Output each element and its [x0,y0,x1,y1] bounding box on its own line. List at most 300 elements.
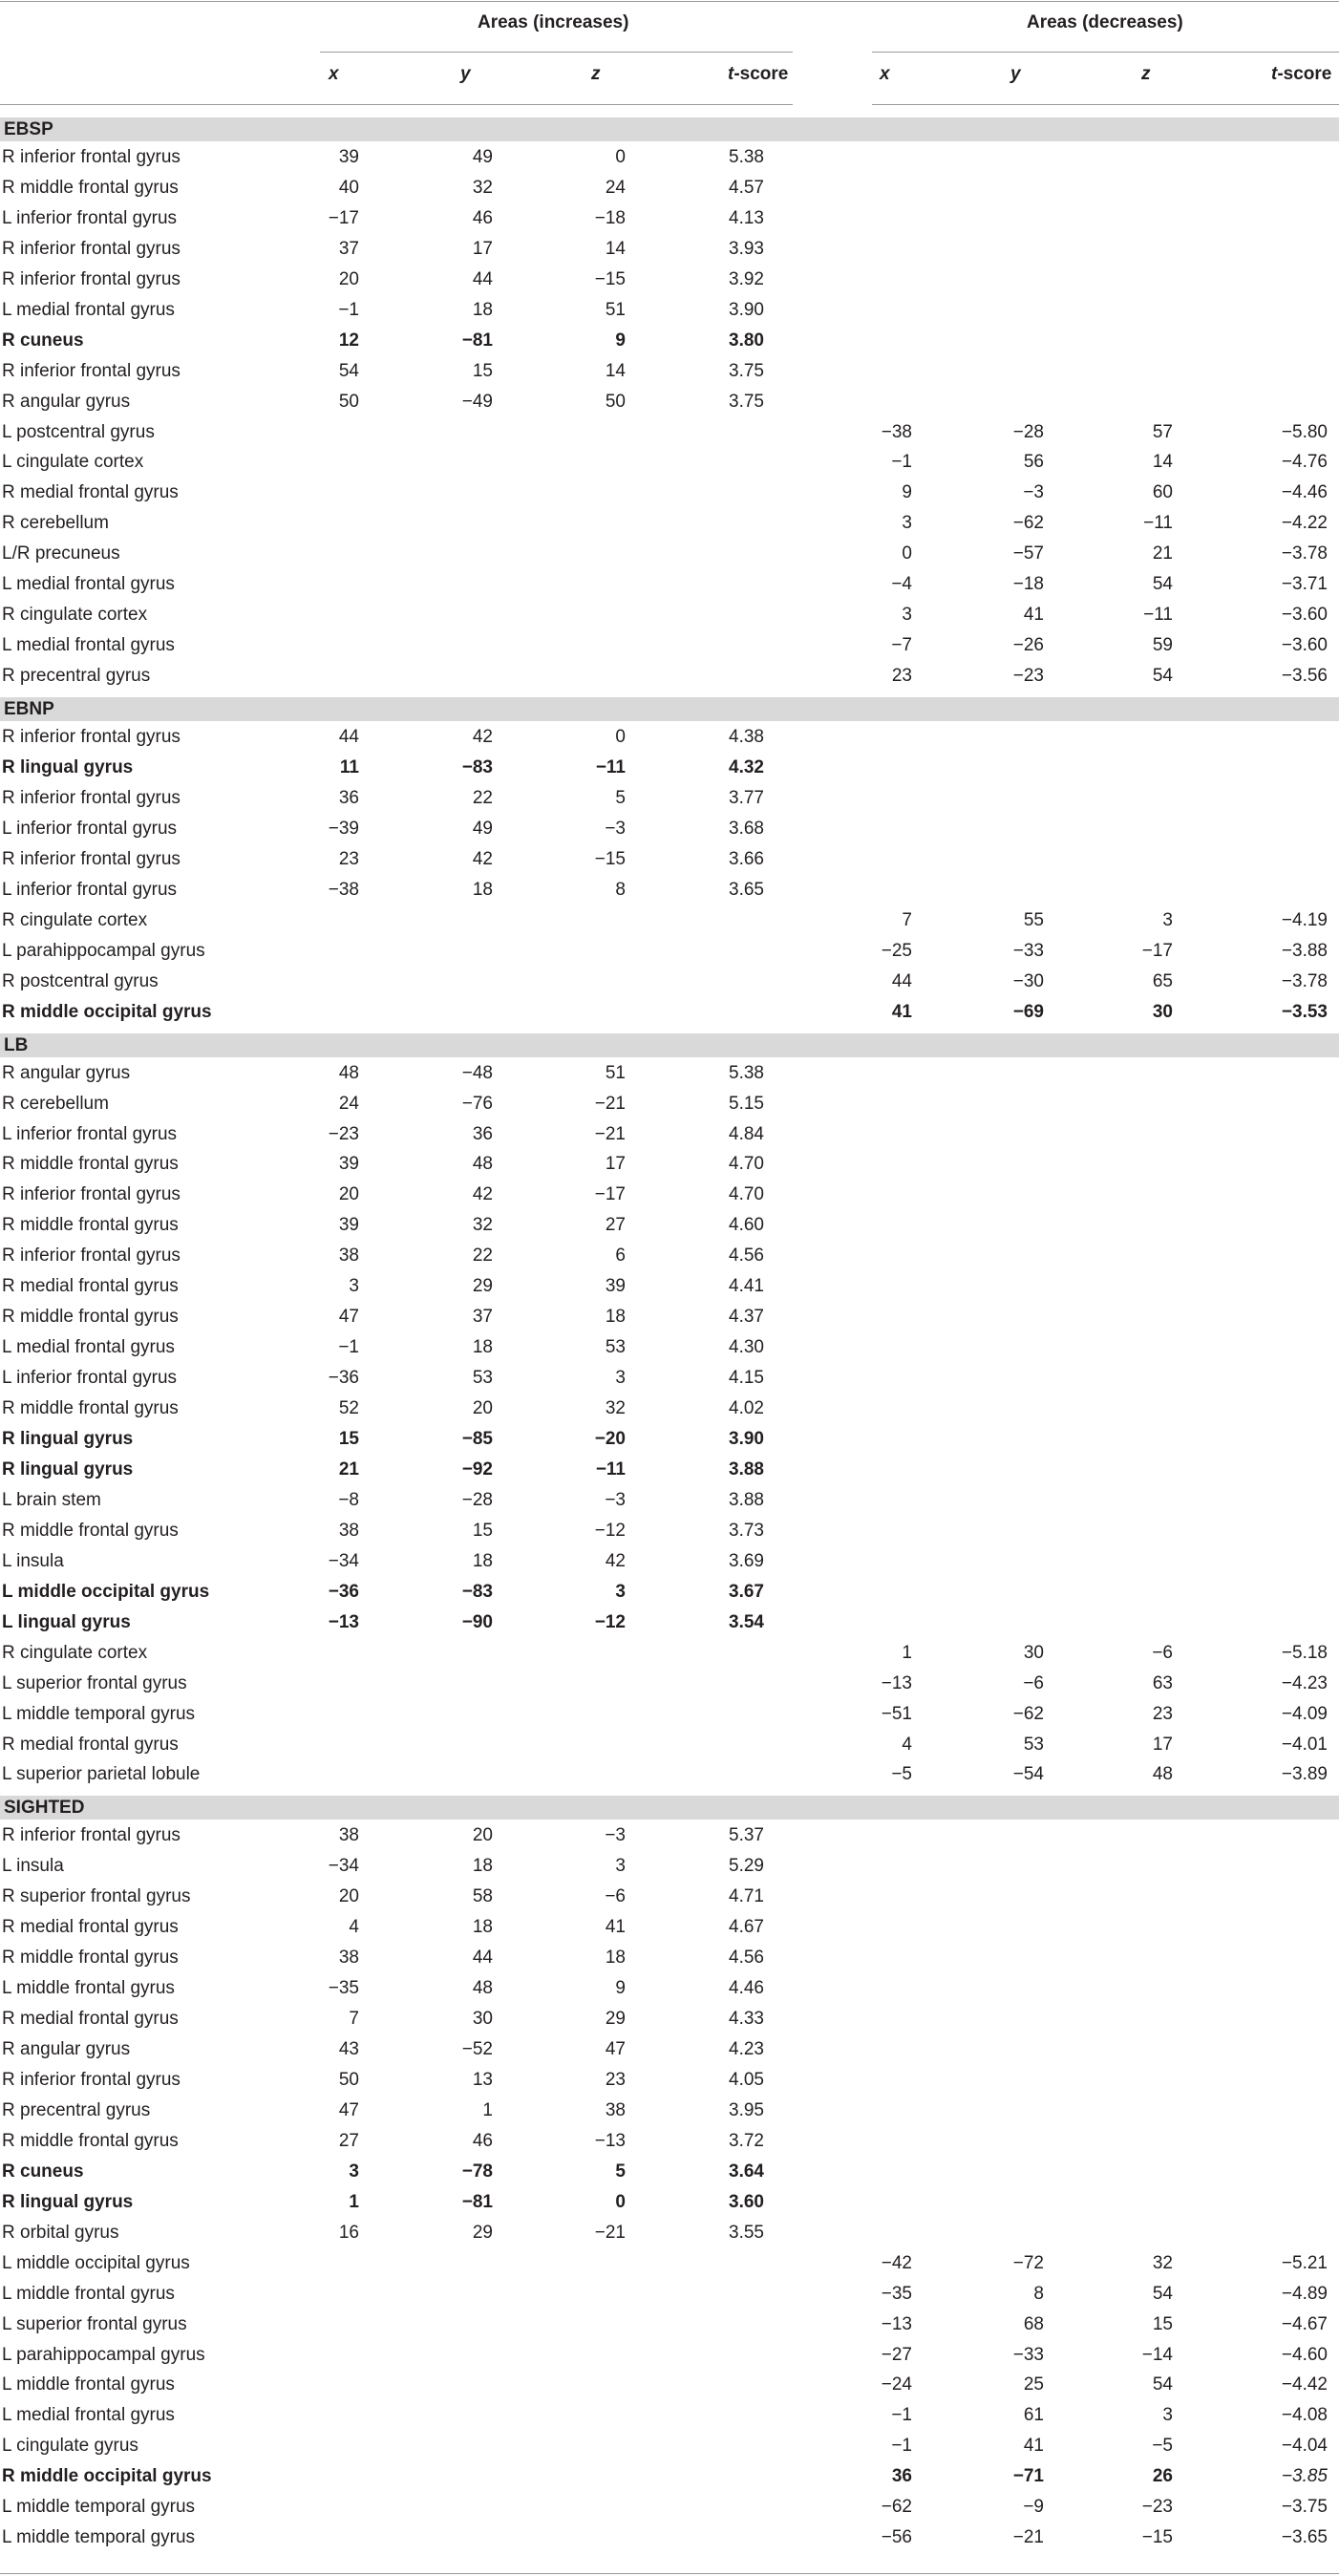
increase-z-value: −17 [594,1184,626,1204]
decrease-y-value: −69 [1012,1002,1044,1022]
decrease-z-value: 15 [1152,2314,1173,2334]
decrease-t-score-value: −3.60 [1281,635,1328,655]
decrease-t-score-value: −4.04 [1281,2436,1328,2456]
area-name: R inferior frontal gyrus [2,2070,181,2090]
section-header [0,1796,1339,1820]
area-name: R medial frontal gyrus [2,1735,179,1755]
decrease-y-value: 41 [1023,2436,1044,2456]
section-label: EBNP [4,699,54,720]
decrease-z-value: 57 [1152,422,1173,442]
decrease-z-value: 54 [1152,666,1173,686]
decrease-z-value: 26 [1152,2466,1173,2486]
increase-x-value: 12 [338,330,359,351]
increase-t-score-value: 4.67 [729,1917,764,1937]
increase-x-value: −23 [328,1124,359,1144]
area-name: R medial frontal gyrus [2,2009,179,2029]
area-name: R medial frontal gyrus [2,1276,179,1296]
area-name: R inferior frontal gyrus [2,727,181,747]
increase-t-score-value: 3.55 [729,2223,764,2243]
area-name: L superior parietal lobule [2,1764,201,1784]
decrease-y-value: −71 [1012,2466,1044,2486]
increase-x-value: 39 [338,1154,359,1174]
increase-z-value: 3 [615,1368,626,1388]
area-name: L lingual gyrus [2,1612,131,1632]
increase-z-value: 51 [605,1063,626,1083]
increase-t-score-value: 3.92 [729,269,764,289]
decrease-t-score-value: −4.60 [1281,2345,1328,2365]
decrease-z-value: −14 [1141,2345,1173,2365]
increase-x-value: 1 [349,2192,359,2212]
decrease-y-value: −9 [1023,2497,1044,2517]
area-name: R superior frontal gyrus [2,1886,191,1906]
area-name: L middle frontal gyrus [2,2374,175,2395]
area-name: L insula [2,1856,64,1876]
increase-x-value: 43 [338,2039,359,2059]
col-z-decreases: z [1141,64,1151,84]
decrease-y-value: −33 [1012,2345,1044,2365]
increase-x-value: 37 [338,239,359,259]
decrease-x-value: −62 [881,2497,912,2517]
increase-z-value: 6 [615,1245,626,1266]
increase-z-value: 27 [605,1215,626,1235]
increase-z-value: 42 [605,1551,626,1571]
area-name: L middle temporal gyrus [2,2497,196,2517]
area-name: R inferior frontal gyrus [2,147,181,167]
area-name: R angular gyrus [2,1063,131,1083]
decrease-z-value: 54 [1152,2284,1173,2304]
increase-x-value: 38 [338,1245,359,1266]
increase-z-value: 18 [605,1948,626,1968]
increase-z-value: 23 [605,2070,626,2090]
decrease-t-score-value: −3.89 [1281,1764,1328,1784]
area-name: L medial frontal gyrus [2,635,175,655]
increase-y-value: 32 [472,178,493,198]
increase-x-value: 36 [338,788,359,808]
decrease-z-value: 65 [1152,971,1173,991]
decrease-x-value: −35 [881,2284,912,2304]
increase-y-value: 42 [472,727,493,747]
decrease-z-value: −15 [1141,2527,1173,2547]
increase-t-score-value: 3.75 [729,392,764,412]
decrease-x-value: 44 [891,971,912,991]
area-name: L superior frontal gyrus [2,1673,187,1693]
area-name: R lingual gyrus [2,2192,134,2212]
decrease-y-value: 56 [1023,452,1044,472]
increase-y-value: 18 [472,300,493,320]
increase-t-score-value: 4.56 [729,1948,764,1968]
area-name: R middle frontal gyrus [2,2131,179,2151]
decrease-z-value: 54 [1152,2374,1173,2395]
area-name: R middle occipital gyrus [2,2466,212,2486]
decrease-x-value: 36 [891,2466,912,2486]
decreases-header-rule [872,52,1339,53]
decrease-z-value: 63 [1152,1673,1173,1693]
decrease-y-value: −18 [1012,574,1044,594]
increase-t-score-value: 3.67 [729,1582,764,1602]
increase-t-score-value: 5.38 [729,1063,764,1083]
decrease-x-value: 7 [902,910,912,930]
increase-x-value: −13 [328,1612,359,1632]
increase-z-value: −12 [594,1612,626,1632]
decrease-y-value: −30 [1012,971,1044,991]
increase-t-score-value: 3.95 [729,2100,764,2120]
area-name: R cuneus [2,330,84,351]
area-name: R orbital gyrus [2,2223,119,2243]
decrease-x-value: 41 [891,1002,912,1022]
increase-y-value: 29 [472,2223,493,2243]
increase-t-score-value: 4.70 [729,1184,764,1204]
decrease-x-value: −13 [881,2314,912,2334]
decrease-y-value: −26 [1012,635,1044,655]
increase-x-value: −39 [328,819,359,839]
increase-x-value: −34 [328,1856,359,1876]
increase-y-value: 20 [472,1398,493,1418]
increase-x-value: −1 [338,1337,359,1357]
decrease-y-value: −28 [1012,422,1044,442]
increase-y-value: −81 [461,330,493,351]
increase-t-score-value: 3.54 [729,1612,764,1632]
increase-z-value: 5 [615,2161,626,2182]
area-name: L medial frontal gyrus [2,574,175,594]
increase-z-value: 9 [615,1978,626,1998]
increase-t-score-value: 4.37 [729,1307,764,1327]
increase-y-value: 42 [472,1184,493,1204]
table-top-rule [0,1,1339,2]
decrease-y-value: 68 [1023,2314,1044,2334]
decrease-x-value: −1 [891,2405,912,2425]
area-name: R middle frontal gyrus [2,1398,179,1418]
decrease-t-score-value: −3.71 [1281,574,1328,594]
increase-t-score-value: 4.57 [729,178,764,198]
increase-z-value: 0 [615,147,626,167]
decrease-z-value: 54 [1152,574,1173,594]
decrease-x-value: −4 [891,574,912,594]
area-name: R inferior frontal gyrus [2,1184,181,1204]
area-name: L middle occipital gyrus [2,2253,190,2273]
decrease-x-value: 4 [902,1735,912,1755]
increase-z-value: −3 [605,1490,626,1510]
increase-z-value: 9 [615,330,626,351]
area-name: R middle frontal gyrus [2,1307,179,1327]
decrease-y-value: 25 [1023,2374,1044,2395]
decrease-y-value: 53 [1023,1735,1044,1755]
area-name: L middle frontal gyrus [2,1978,175,1998]
decrease-x-value: −7 [891,635,912,655]
increase-y-value: −28 [461,1490,493,1510]
increase-y-value: 29 [472,1276,493,1296]
increase-y-value: 49 [472,819,493,839]
increase-z-value: 50 [605,392,626,412]
area-name: L superior frontal gyrus [2,2314,187,2334]
increase-y-value: 37 [472,1307,493,1327]
section-header [0,697,1339,721]
increase-y-value: 49 [472,147,493,167]
decrease-z-value: 48 [1152,1764,1173,1784]
decrease-x-value: 1 [902,1643,912,1663]
decrease-y-value: 61 [1023,2405,1044,2425]
increase-y-value: 18 [472,1917,493,1937]
increase-z-value: −13 [594,2131,626,2151]
increase-y-value: −49 [461,392,493,412]
increase-t-score-value: 4.30 [729,1337,764,1357]
increase-t-score-value: 4.56 [729,1245,764,1266]
area-name: R lingual gyrus [2,757,134,777]
increase-z-value: 3 [615,1582,626,1602]
increase-z-value: −15 [594,849,626,869]
decrease-x-value: −42 [881,2253,912,2273]
decrease-z-value: −11 [1143,513,1173,533]
increase-z-value: 47 [605,2039,626,2059]
area-name: L middle temporal gyrus [2,1704,196,1724]
decrease-t-score-value: −5.21 [1281,2253,1328,2273]
decrease-z-value: 3 [1162,910,1173,930]
decrease-t-score-value: −4.23 [1281,1673,1328,1693]
decrease-t-score-value: −4.01 [1281,1735,1328,1755]
area-name: L cingulate gyrus [2,2436,138,2456]
increase-y-value: 36 [472,1124,493,1144]
increase-x-value: 3 [349,1276,359,1296]
increase-t-score-value: 4.02 [729,1398,764,1418]
decrease-z-value: 60 [1152,482,1173,502]
increase-t-score-value: 4.32 [729,757,764,777]
increase-t-score-value: 3.88 [729,1459,764,1480]
area-name: R lingual gyrus [2,1459,134,1480]
increase-t-score-value: 4.38 [729,727,764,747]
increase-y-value: 32 [472,1215,493,1235]
decrease-z-value: −5 [1152,2436,1173,2456]
increase-t-score-value: 4.15 [729,1368,764,1388]
decrease-z-value: 21 [1152,543,1173,564]
area-name: R lingual gyrus [2,1429,134,1449]
increase-x-value: 47 [338,2100,359,2120]
decrease-t-score-value: −3.56 [1281,666,1328,686]
decrease-x-value: −25 [881,941,912,961]
decrease-t-score-value: −4.22 [1281,513,1328,533]
area-name: R cerebellum [2,513,109,533]
increase-t-score-value: 4.33 [729,2009,764,2029]
col-x-decreases: x [880,64,890,84]
section-header [0,117,1339,141]
increase-y-value: 42 [472,849,493,869]
area-name: L insula [2,1551,64,1571]
increase-x-value: 16 [338,2223,359,2243]
increase-x-value: 7 [349,2009,359,2029]
increase-y-value: 18 [472,1856,493,1876]
decrease-y-value: −62 [1012,1704,1044,1724]
decrease-x-value: 3 [902,605,912,625]
increase-z-value: 3 [615,1856,626,1876]
decrease-x-value: 3 [902,513,912,533]
decrease-x-value: 23 [891,666,912,686]
area-name: L medial frontal gyrus [2,300,175,320]
increase-y-value: 18 [472,1337,493,1357]
increase-x-value: −1 [338,300,359,320]
decrease-x-value: −24 [881,2374,912,2395]
area-name: R inferior frontal gyrus [2,269,181,289]
increase-y-value: 1 [482,2100,493,2120]
col-y-increases: y [460,64,471,84]
increase-z-value: −21 [594,1094,626,1114]
increase-x-value: −8 [338,1490,359,1510]
increase-t-score-value: 3.65 [729,880,764,900]
decrease-x-value: −56 [881,2527,912,2547]
area-name: L middle occipital gyrus [2,1582,210,1602]
increase-t-score-value: 4.13 [729,208,764,228]
decrease-z-value: −17 [1141,941,1173,961]
col-y-decreases: y [1010,64,1021,84]
increase-z-value: 0 [615,727,626,747]
decrease-x-value: 9 [902,482,912,502]
increase-x-value: −38 [328,880,359,900]
increase-x-value: 38 [338,1825,359,1845]
increase-t-score-value: 5.29 [729,1856,764,1876]
increase-y-value: 15 [472,1521,493,1541]
increases-header-rule [320,52,793,53]
increase-y-value: 13 [472,2070,493,2090]
decrease-z-value: −11 [1143,605,1173,625]
increase-z-value: −3 [605,819,626,839]
increase-t-score-value: 3.72 [729,2131,764,2151]
increase-z-value: −21 [594,2223,626,2243]
increase-z-value: 29 [605,2009,626,2029]
decrease-z-value: 23 [1152,1704,1173,1724]
increase-z-value: 14 [605,361,626,381]
increase-z-value: −11 [595,1459,626,1480]
increase-x-value: 3 [349,2161,359,2182]
section-label: LB [4,1034,29,1055]
decrease-t-score-value: −5.80 [1281,422,1328,442]
increase-x-value: −17 [328,208,359,228]
area-name: R precentral gyrus [2,2100,151,2120]
increase-y-value: −76 [461,1094,493,1114]
increase-y-value: 48 [472,1154,493,1174]
decrease-t-score-value: −3.75 [1281,2497,1328,2517]
column-header-rule-left [0,104,793,105]
increase-t-score-value: 3.64 [729,2161,764,2182]
decrease-t-score-value: −4.67 [1281,2314,1328,2334]
area-name: L middle frontal gyrus [2,2284,175,2304]
increase-y-value: −83 [461,757,493,777]
increase-t-score-value: 5.15 [729,1094,764,1114]
area-name: R middle frontal gyrus [2,1521,179,1541]
increase-z-value: 38 [605,2100,626,2120]
decrease-t-score-value: −4.42 [1281,2374,1328,2395]
decrease-y-value: −23 [1012,666,1044,686]
increase-t-score-value: 3.75 [729,361,764,381]
increase-z-value: −20 [594,1429,626,1449]
area-name: R cingulate cortex [2,605,148,625]
area-name: L medial frontal gyrus [2,1337,175,1357]
decrease-x-value: −27 [881,2345,912,2365]
area-name: R middle frontal gyrus [2,178,179,198]
decrease-t-score-value: −3.78 [1281,971,1328,991]
decrease-t-score-value: −4.09 [1281,1704,1328,1724]
area-name: L/R precuneus [2,543,120,564]
increase-x-value: 11 [339,757,359,777]
decrease-y-value: −21 [1012,2527,1044,2547]
increase-x-value: 38 [338,1948,359,1968]
increase-x-value: 40 [338,178,359,198]
decrease-z-value: 3 [1162,2405,1173,2425]
increase-y-value: −85 [461,1429,493,1449]
decrease-z-value: 30 [1152,1002,1173,1022]
increase-x-value: 15 [338,1429,359,1449]
increase-y-value: −48 [461,1063,493,1083]
increase-t-score-value: 4.71 [729,1886,764,1906]
increase-y-value: 18 [472,880,493,900]
increase-z-value: 51 [605,300,626,320]
decrease-z-value: −23 [1141,2497,1173,2517]
area-name: R middle frontal gyrus [2,1215,179,1235]
area-name: L parahippocampal gyrus [2,2345,205,2365]
increase-x-value: 20 [338,1184,359,1204]
increase-y-value: −83 [461,1582,493,1602]
area-name: R cingulate cortex [2,910,148,930]
increase-t-score-value: 3.90 [729,300,764,320]
increase-z-value: 5 [615,788,626,808]
increase-y-value: 17 [472,239,493,259]
area-name: R postcentral gyrus [2,971,159,991]
area-name: R inferior frontal gyrus [2,849,181,869]
decrease-z-value: 59 [1152,635,1173,655]
decrease-y-value: 41 [1023,605,1044,625]
increase-z-value: 17 [605,1154,626,1174]
increase-x-value: 54 [338,361,359,381]
decrease-t-score-value: −3.53 [1281,1002,1328,1022]
increase-x-value: 27 [338,2131,359,2151]
increase-z-value: −6 [605,1886,626,1906]
decrease-z-value: −6 [1152,1643,1173,1663]
increase-t-score-value: 4.60 [729,1215,764,1235]
area-name: R cerebellum [2,1094,109,1114]
area-name: R cuneus [2,2161,84,2182]
increase-y-value: 18 [472,1551,493,1571]
increase-t-score-value: 3.68 [729,819,764,839]
section-header [0,1033,1339,1057]
decrease-y-value: −3 [1023,482,1044,502]
increase-x-value: 44 [338,727,359,747]
decrease-y-value: 55 [1023,910,1044,930]
increase-t-score-value: 3.88 [729,1490,764,1510]
increase-t-score-value: 4.05 [729,2070,764,2090]
area-name: L brain stem [2,1490,101,1510]
decrease-t-score-value: −4.19 [1281,910,1328,930]
decreases-header: Areas (decreases) [1027,12,1183,32]
increase-y-value: 58 [472,1886,493,1906]
increase-z-value: 14 [605,239,626,259]
decrease-y-value: 30 [1023,1643,1044,1663]
section-label: SIGHTED [4,1798,85,1819]
increase-z-value: 32 [605,1398,626,1418]
decrease-x-value: −1 [891,2436,912,2456]
increase-z-value: 0 [615,2192,626,2212]
increase-z-value: −3 [605,1825,626,1845]
increase-t-score-value: 4.84 [729,1124,764,1144]
section-label: EBSP [4,119,53,139]
col-t-decreases: t-score [1271,64,1332,84]
increase-x-value: −34 [328,1551,359,1571]
decrease-x-value: −13 [881,1673,912,1693]
decrease-z-value: 32 [1152,2253,1173,2273]
increase-x-value: −35 [328,1978,359,1998]
decrease-y-value: −57 [1012,543,1044,564]
area-name: R inferior frontal gyrus [2,361,181,381]
increase-y-value: 44 [472,1948,493,1968]
decrease-y-value: −62 [1012,513,1044,533]
increase-y-value: 22 [472,788,493,808]
increase-t-score-value: 4.41 [729,1276,764,1296]
increase-z-value: −21 [594,1124,626,1144]
